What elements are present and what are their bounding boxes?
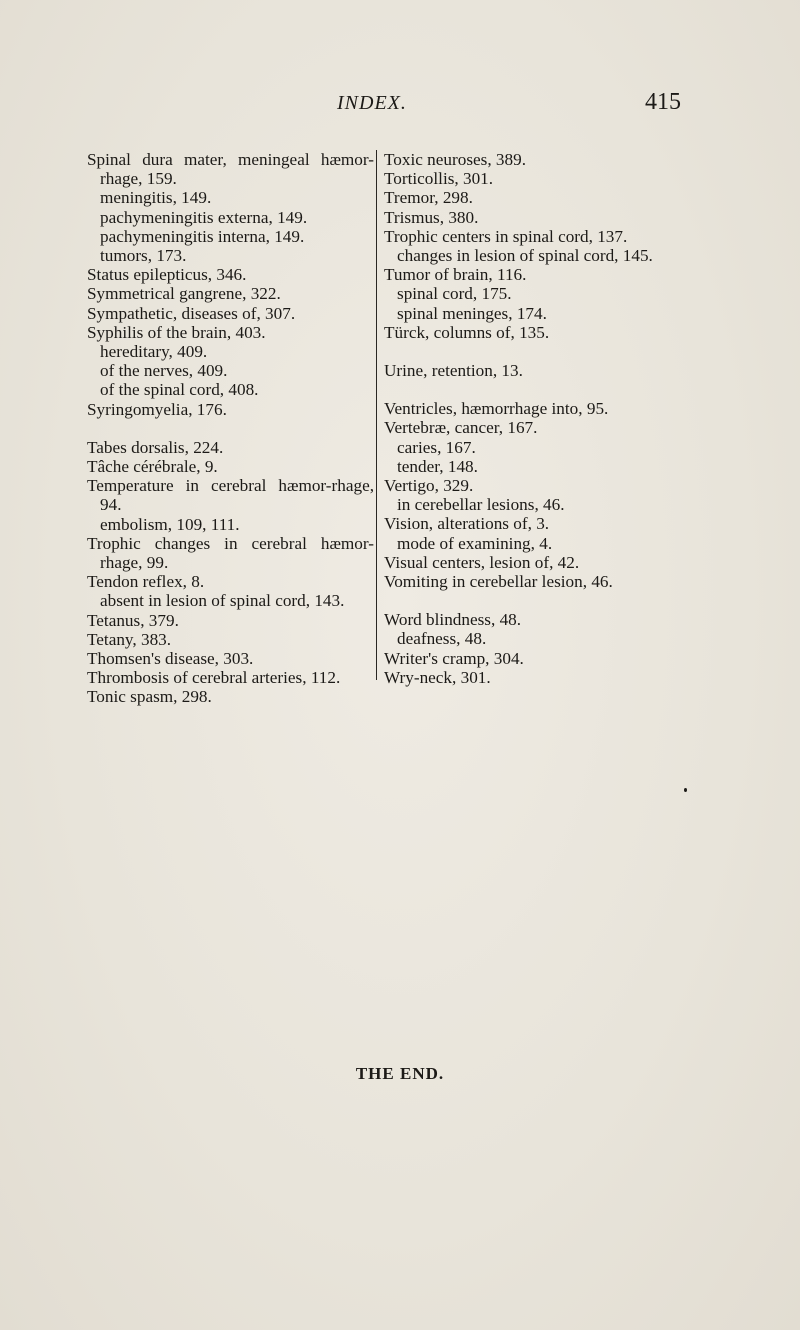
index-column-right xyxy=(384,150,684,687)
index-subentry: in cerebellar lesions, 46. xyxy=(397,495,565,515)
index-entry: Status epilepticus, 346. xyxy=(87,265,247,285)
index-entry: Tabes dorsalis, 224. xyxy=(87,437,224,457)
index-column-left xyxy=(87,150,374,707)
index-subentry: tender, 148. xyxy=(397,456,478,476)
index-subentry: hereditary, 409. xyxy=(100,342,208,362)
index-subentry: embolism, 109, 111. xyxy=(100,514,240,534)
index-entry: Toxic neuroses, 389. xyxy=(384,150,526,169)
index-entry: Tâche cérébrale, 9. xyxy=(87,457,218,477)
index-entry: Thrombosis of cerebral arteries, 112. xyxy=(87,668,341,688)
index-entry: Word blindness, 48. xyxy=(384,610,522,630)
index-group xyxy=(87,438,374,707)
index-entry: Vertebræ, cancer, 167. xyxy=(384,418,538,438)
index-entry: Tetanus, 379. xyxy=(87,610,179,630)
index-entry: Sympathetic, diseases of, 307. xyxy=(87,303,296,323)
index-subentry: mode of examining, 4. xyxy=(397,533,553,553)
index-subentry: changes in lesion of spinal cord, 145. xyxy=(397,246,653,266)
ink-speck xyxy=(684,788,687,792)
index-subentry: absent in lesion of spinal cord, 143. xyxy=(100,591,345,611)
index-entry: Torticollis, 301. xyxy=(384,169,494,189)
index-entry: Tonic spasm, 298. xyxy=(87,687,212,707)
running-title: INDEX. xyxy=(337,92,407,114)
the-end: THE END. xyxy=(355,1064,445,1083)
index-entry: Thomsen's disease, 303. xyxy=(87,649,254,669)
index-entry: Ventricles, hæmorrhage into, 95. xyxy=(384,399,609,419)
index-entry: Writer's cramp, 304. xyxy=(384,648,524,668)
page-number: 415 xyxy=(645,89,681,115)
index-group xyxy=(384,399,684,591)
index-entry: Trophic centers in spinal cord, 137. xyxy=(384,226,628,246)
index-entry: Trophic changes in cerebral hæmor-rhage, 99. xyxy=(87,533,374,573)
index-entry: Vision, alterations of, 3. xyxy=(384,514,550,534)
index-entry: Urine, retention, 13. xyxy=(384,361,523,381)
index-entry: Wry-neck, 301. xyxy=(384,667,491,687)
index-entry: Tetany, 383. xyxy=(87,629,172,649)
index-entry: Vomiting in cerebellar lesion, 46. xyxy=(384,572,613,592)
index-subentry: tumors, 173. xyxy=(100,246,187,266)
index-entry: Vertigo, 329. xyxy=(384,476,474,496)
index-subentry: spinal meninges, 174. xyxy=(397,303,547,323)
index-entry: Spinal dura mater, meningeal hæmor-rhage, 159. xyxy=(87,150,374,189)
index-group xyxy=(384,361,684,380)
index-group xyxy=(87,150,374,419)
index-subentry: of the spinal cord, 408. xyxy=(100,380,259,400)
index-subentry: caries, 167. xyxy=(397,437,476,457)
index-group xyxy=(384,610,684,687)
index-subentry: deafness, 48. xyxy=(397,629,487,649)
running-head xyxy=(0,89,800,122)
index-entry: Visual centers, lesion of, 42. xyxy=(384,552,580,572)
index-subentry: spinal cord, 175. xyxy=(397,284,512,304)
index-subentry: pachymeningitis externa, 149. xyxy=(100,207,308,227)
index-entry: Türck, columns of, 135. xyxy=(384,322,550,342)
index-group xyxy=(384,150,684,342)
index-entry: Tendon reflex, 8. xyxy=(87,572,205,592)
index-subentry: pachymeningitis interna, 149. xyxy=(100,226,305,246)
index-entry: Tremor, 298. xyxy=(384,188,473,208)
index-entry: Temperature in cerebral hæmor-rhage, 94. xyxy=(87,476,374,515)
index-entry: Trismus, 380. xyxy=(384,207,479,227)
index-entry: Syringomyelia, 176. xyxy=(87,399,227,419)
index-entry: Syphilis of the brain, 403. xyxy=(87,322,266,342)
column-divider xyxy=(376,150,377,680)
index-subentry: meningitis, 149. xyxy=(100,188,212,208)
index-entry: Tumor of brain, 116. xyxy=(384,265,527,285)
index-subentry: of the nerves, 409. xyxy=(100,361,228,381)
index-entry: Symmetrical gangrene, 322. xyxy=(87,284,281,304)
